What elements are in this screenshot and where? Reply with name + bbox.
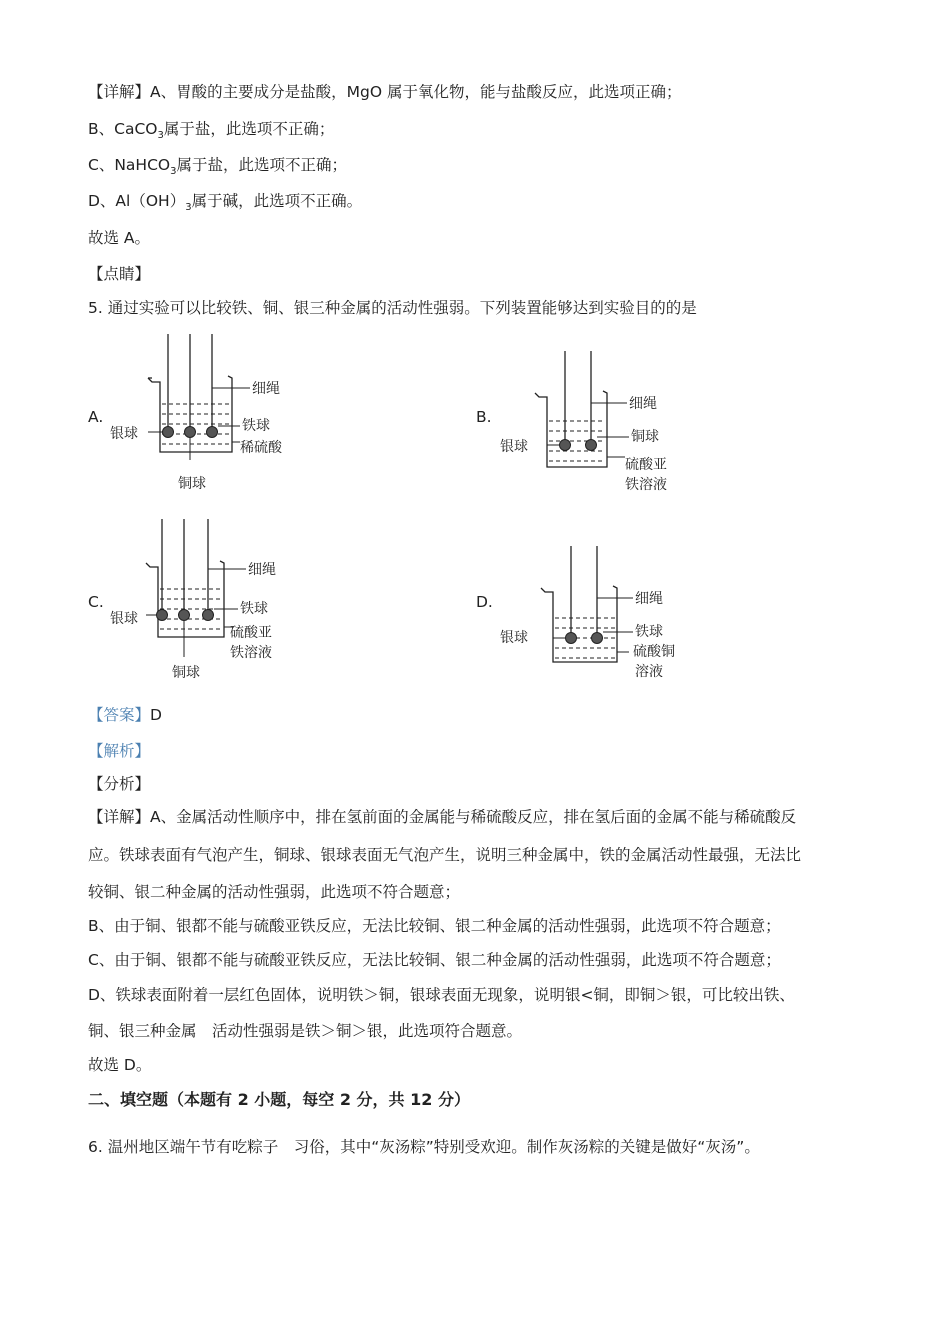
strings: [168, 334, 212, 430]
label-rope: 细绳: [629, 396, 657, 412]
label-silver: 银球: [110, 611, 138, 627]
option-c-letter: C.: [88, 593, 104, 611]
option-b-letter: B.: [476, 408, 492, 426]
label-copper: 铜球: [178, 476, 206, 492]
label-rope: 细绳: [248, 562, 276, 578]
option-d-figure: [495, 540, 715, 690]
label-iron: 铁球: [635, 624, 663, 640]
option-c-figure: [100, 515, 320, 685]
label-solution-1: 硫酸亚: [625, 457, 667, 473]
label-rope: 细绳: [635, 591, 663, 607]
label-solution-1: 硫酸亚: [230, 625, 272, 641]
label-solution-2: 溶液: [635, 664, 663, 680]
q4-choose: 故选 A。: [88, 229, 151, 247]
q5-choose: 故选 D。: [88, 1056, 152, 1074]
q6-stem: 6. 温州地区端午节有吃粽子 习俗，其中“灰汤粽”特别受欢迎。制作灰汤粽的关键是做好“灰汤”。: [88, 1138, 760, 1156]
option-a-figure: [100, 330, 320, 500]
detail-a-1: 【详解】A、金属活动性顺序中，排在氢前面的金属能与稀硫酸反应，排在氢后面的金属不能与稀硫酸反: [88, 808, 797, 826]
liquid-dashes: [162, 404, 230, 444]
q4-detail-d: D、$Al(OH)_3$属于碱，此选项不正确。: [88, 192, 363, 214]
q4-detail-c: C、NaHCO$_3$属于盐，此选项不正确；: [88, 156, 347, 178]
detail-b: B、由于铜、银都不能与硫酸亚铁反应，无法比较铜、银二种金属的活动性强弱，此选项不符合题意；: [88, 917, 781, 935]
detail-a-2: 应。铁球表面有气泡产生，铜球、银球表面无气泡产生，说明三种金属中，铁的金属活动性最强，无法比: [88, 846, 802, 864]
label-silver: 银球: [500, 439, 528, 455]
label-iron: 铁球: [240, 601, 268, 617]
section-heading: 二、填空题（本题有 2 小题，每空 2 分，共 12 分）: [88, 1090, 470, 1109]
q4-comment: 【点睛】: [88, 265, 151, 283]
label-iron: 铁球: [242, 418, 270, 434]
balls: [163, 427, 218, 438]
label-solution-2: 铁溶液: [625, 477, 667, 493]
label-solution-1: 硫酸铜: [633, 644, 675, 660]
label-solution-2: 铁溶液: [230, 645, 272, 661]
q4-detail-a: 【详解】A、胃酸的主要成分是盐酸，MgO 属于氧化物，能与盐酸反应，此选项正确；: [88, 83, 682, 101]
fenxi-tag: 【分析】: [88, 775, 151, 793]
option-b-figure: [495, 345, 715, 505]
label-copper: 铜球: [631, 429, 659, 445]
q5-stem: 5. 通过实验可以比较铁、铜、银三种金属的活动性强弱。下列装置能够达到实验目的的是: [88, 299, 697, 317]
detail-c: C、由于铜、银都不能与硫酸亚铁反应，无法比较铜、银二种金属的活动性强弱，此选项不符合题意；: [88, 951, 781, 969]
answer-line: 【答案】D: [88, 706, 162, 724]
option-d-letter: D.: [476, 593, 493, 611]
detail-d-2: 铜、银三种金属 活动性强弱是铁＞铜＞银，此选项符合题意。: [88, 1022, 523, 1040]
detail-a-3: 较铜、银二种金属的活动性强弱，此选项不符合题意；: [88, 883, 461, 901]
option-a-letter: A.: [88, 408, 104, 426]
label-acid: 稀硫酸: [240, 440, 282, 456]
detail-d-1: D、铁球表面附着一层红色固体，说明铁＞铜，银球表面无现象，说明银<铜，即铜＞银，可比较出铁、: [88, 986, 795, 1004]
analysis-tag: 【解析】: [88, 742, 151, 760]
label-silver: 银球: [500, 630, 528, 646]
q4-detail-b: B、CaCO$_3$属于盐，此选项不正确；: [88, 120, 335, 142]
label-rope: 细绳: [252, 381, 280, 397]
label-silver: 银球: [110, 426, 138, 442]
label-copper: 铜球: [172, 665, 200, 681]
